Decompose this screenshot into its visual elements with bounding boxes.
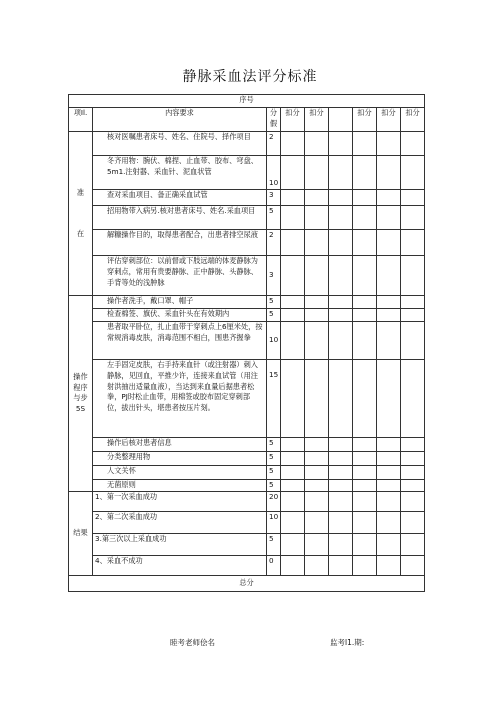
examiner-signature-label: 睦考老师侩名: [170, 638, 215, 647]
serial-row: [69, 95, 425, 108]
scoring-table: [68, 94, 425, 592]
table-row: 患者取平卧位，扎止血带于穿刺点上6厘米处，按常规消毒皮肤，消毒范围不相白，围患齐握拳 10: [69, 322, 425, 360]
deduct-col-header: 扣分: [353, 108, 377, 132]
table-row: 解糠操作目的，取得患者配合，出患者排空尿液 2: [69, 230, 425, 256]
item-col-header: 项Il.: [69, 108, 93, 132]
table-row: 人文关怀 5: [69, 466, 425, 480]
table-row: 准 在 核对医嘱患者床号、姓名、住院号、择作项目 2: [69, 132, 425, 156]
table-row: 评估穿刺部位：以前督或下肢远端的体麦静脉为穿刺点，常用有贵要静脉、正中静脉、头静脉、手背等处的浅肿脉 3: [69, 256, 425, 296]
table-row: 分类整理用物 5: [69, 452, 425, 466]
table-row: 4、采血不成功 0: [69, 555, 425, 575]
table-row: 无菌原则 5: [69, 480, 425, 492]
section-op: 操作程序与步5S: [69, 296, 93, 492]
serial-header: 序号: [69, 95, 425, 108]
deduct-col-header: 扣分: [401, 108, 425, 132]
table-row: 查对采血项目、备正确采血试管 3: [69, 190, 425, 206]
table-row: 操作后核对患者信息 5: [69, 438, 425, 452]
table-row: 操作程序与步5S 操作者洗手，戴口罩、帽子 5: [69, 296, 425, 309]
content-col-header: 内容要求: [93, 108, 267, 132]
deduct-col-header: 扣分: [281, 108, 305, 132]
table-row: 招用物带入病另.核对患者床号、姓名.采血项目 5: [69, 206, 425, 230]
header-row: [69, 108, 425, 132]
points-col-header: 分假: [267, 108, 281, 132]
table-row: 3.第三次以上采血成功 5: [69, 533, 425, 555]
exam-date-label: 监考l1.期:: [330, 638, 365, 647]
section-prep: 准 在: [69, 132, 93, 296]
deduct-col-header: 扣分: [305, 108, 329, 132]
total-row: [69, 575, 425, 591]
section-result: 结果: [69, 491, 93, 575]
table-row: 结果 1、第一次采血成功 20: [69, 491, 425, 511]
table-row: 2、第二次采血成功 10: [69, 511, 425, 533]
table-row: 冬齐用物：腕伏、棉捏、止血带、胶布、穹盘、5m1.注射器、采血针、泥血状管 10: [69, 156, 425, 190]
document-title: 静脉采血法评分标准: [182, 69, 318, 85]
table-row: 左手固定皮肤，右手持来血针（或注射器）刺入静脉，见回血，平推少许，连接来血试管（用注射洪抽出适量血液），当达到来血量后据患者松拳，PJ时松止血带，用棉签或胶布固定穿刺部位，拔出针头，堪患者按压片刻。 15: [69, 360, 425, 438]
total-label: 总分: [69, 575, 425, 591]
deduct-col-header: 扣分: [377, 108, 401, 132]
table-row: 检查棉签、旗伏、采血针头在有效期内 5: [69, 309, 425, 322]
